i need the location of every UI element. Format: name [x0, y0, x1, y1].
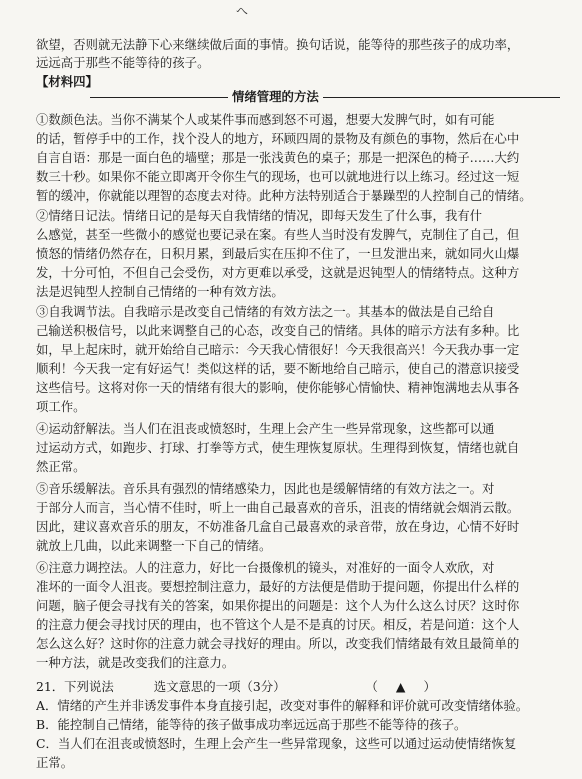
body-line: 数三十秒。如果你不能立即离开令你生气的现场，也可以就地进行以上练习。经过这一短: [36, 169, 520, 184]
body-line: 己输送积极信号，以此来调整自己的心态，改变自己的情绪。具体的暗示方法有多种。比: [36, 323, 520, 338]
body-line: ②情绪日记法。情绪日记的是每天自我情绪的情况，即每天发生了什么事，我有什: [36, 208, 483, 223]
body-line: ⑥注意力调控法。人的注意力，好比一台摄像机的镜头，对准好的一面令人欢欣，对: [36, 560, 495, 575]
body-line: 因此，建议喜欢音乐的朋友，不妨准备几盒自己最喜欢的录音带，放在身边，心情不好时: [36, 519, 520, 534]
body-line: ①数颜色法。当你不满某个人或某件事而感到怒不可遏，想要大发脾气时，如有可能: [36, 112, 495, 127]
section-title: 情绪管理的方法: [228, 88, 323, 106]
body-line: 顺利！今天我一定有好运气！类似这样的话，要不断地给自己暗示，使自己的潜意识接受: [36, 361, 520, 376]
body-line: 发，十分可怕，不但自己会受伤，对方更难以承受，这就是迟钝型人的情绪特点。这种方: [36, 265, 520, 280]
body-line: 一种方法，就是改变我们的注意力。: [36, 655, 235, 670]
body-line: 这些信号。这将对你一天的情绪有很大的影响，使你能够心情愉快、精神饱满地去从事各: [36, 380, 520, 395]
body-line: ③自我调节法。自我暗示是改变自己情绪的有效方法之一。其基本的做法是自己给自: [36, 304, 495, 319]
body-line: 过运动方式，如跑步、打球、打拳等方式，使生理恢复原状。生理得到恢复，情绪也就自: [36, 440, 520, 455]
material-heading: 【材料四】: [36, 74, 98, 89]
body-line: 项工作。: [36, 399, 86, 414]
body-line: 然正常。: [36, 459, 86, 474]
body-line: 自言自语：那是一面白色的墙壁；那是一张浅黄色的桌子；那是一把深色的椅子……大约: [36, 150, 520, 165]
title-rule: [90, 97, 560, 98]
body-line: 法是迟钝型人控制自己情绪的一种有效方法。: [36, 284, 284, 299]
answer-paren-open: （: [365, 679, 378, 694]
body-line: ④运动舒解法。当人们在沮丧或愤怒时，生理上会产生一些异常现象，这些都可以通: [36, 421, 495, 436]
section-title-row: [90, 88, 560, 108]
body-line: ⑤音乐缓解法。音乐具有强烈的情绪感染力，因此也是缓解情绪的有效方法之一。对: [36, 481, 495, 496]
body-line: 问题，脑子便会寻找有关的答案，如果你提出的问题是：这个人为什么这么讨厌？这时你: [36, 598, 520, 613]
body-line: 暂的缓冲，你就能以理智的态度去对待。此种方法特别适合于暴躁型的人控制自己的情绪。: [36, 188, 532, 203]
question-stem: 21．下列说法: [36, 679, 114, 694]
option-b: B．能控制自己情绪，能等待的孩子做事成功率远远高于那些不能等待的孩子。: [36, 717, 467, 732]
body-line: 的话，暂停手中的工作，找个没人的地方，环顾四周的景物及有颜色的事物，然后在心中: [36, 131, 520, 146]
body-line: 怎么这么好？这时你的注意力就会寻找好的理由。所以，改变我们情绪最有效且最简单的: [36, 636, 520, 651]
option-a: A．情绪的产生并非诱发事件本身直接引起，改变对事件的解释和评价就可改变情绪体验。: [36, 698, 529, 713]
body-line: 么感觉，甚至一些微小的感觉也要记录在案。有些人当时没有发脾气，克制住了自己，但: [36, 227, 520, 242]
body-line: 如，早上起床时，就开始给自己暗示：今天我心情很好！今天我很高兴！今天我办事一定: [36, 342, 520, 357]
body-line: 准坏的一面令人沮丧。要想控制注意力，最好的方法便是借助于提问题，你提出什么样的: [36, 579, 520, 594]
intro-line: 欲望，否则就无法静下心来继续做后面的事情。换句话说，能等待的那些孩子的成功率，: [36, 37, 520, 52]
question-line: [36, 678, 556, 696]
body-line: 就放上几曲，以此来调整一下自己的情绪。: [36, 538, 272, 553]
body-line: 的注意力便会寻找讨厌的理由，也不管这个人是不是真的讨厌。相反，若是问道：这个人: [36, 617, 520, 632]
answer-marker-icon: ▲: [395, 679, 406, 694]
body-line: 于部分人而言，当心情不佳时，听上一曲自己最喜欢的音乐，沮丧的情绪就会烟消云散。: [36, 500, 520, 515]
option-c: C．当人们在沮丧或愤怒时，生理上会产生一些异常现象，这些可以通过运动使情绪恢复: [36, 736, 517, 751]
body-line: 愤怒的情绪仍然存在，日积月累，到最后实在压抑不住了，一旦发泄出来，就如同火山爆: [36, 246, 520, 261]
question-stem-2: 选文意思的一项（3分）: [153, 679, 286, 694]
intro-line: 远远高于那些不能等待的孩子。: [36, 55, 210, 70]
option-c-continued: 正常。: [36, 755, 74, 770]
top-mark: へ: [236, 4, 249, 18]
answer-paren-close: ）: [423, 679, 436, 694]
